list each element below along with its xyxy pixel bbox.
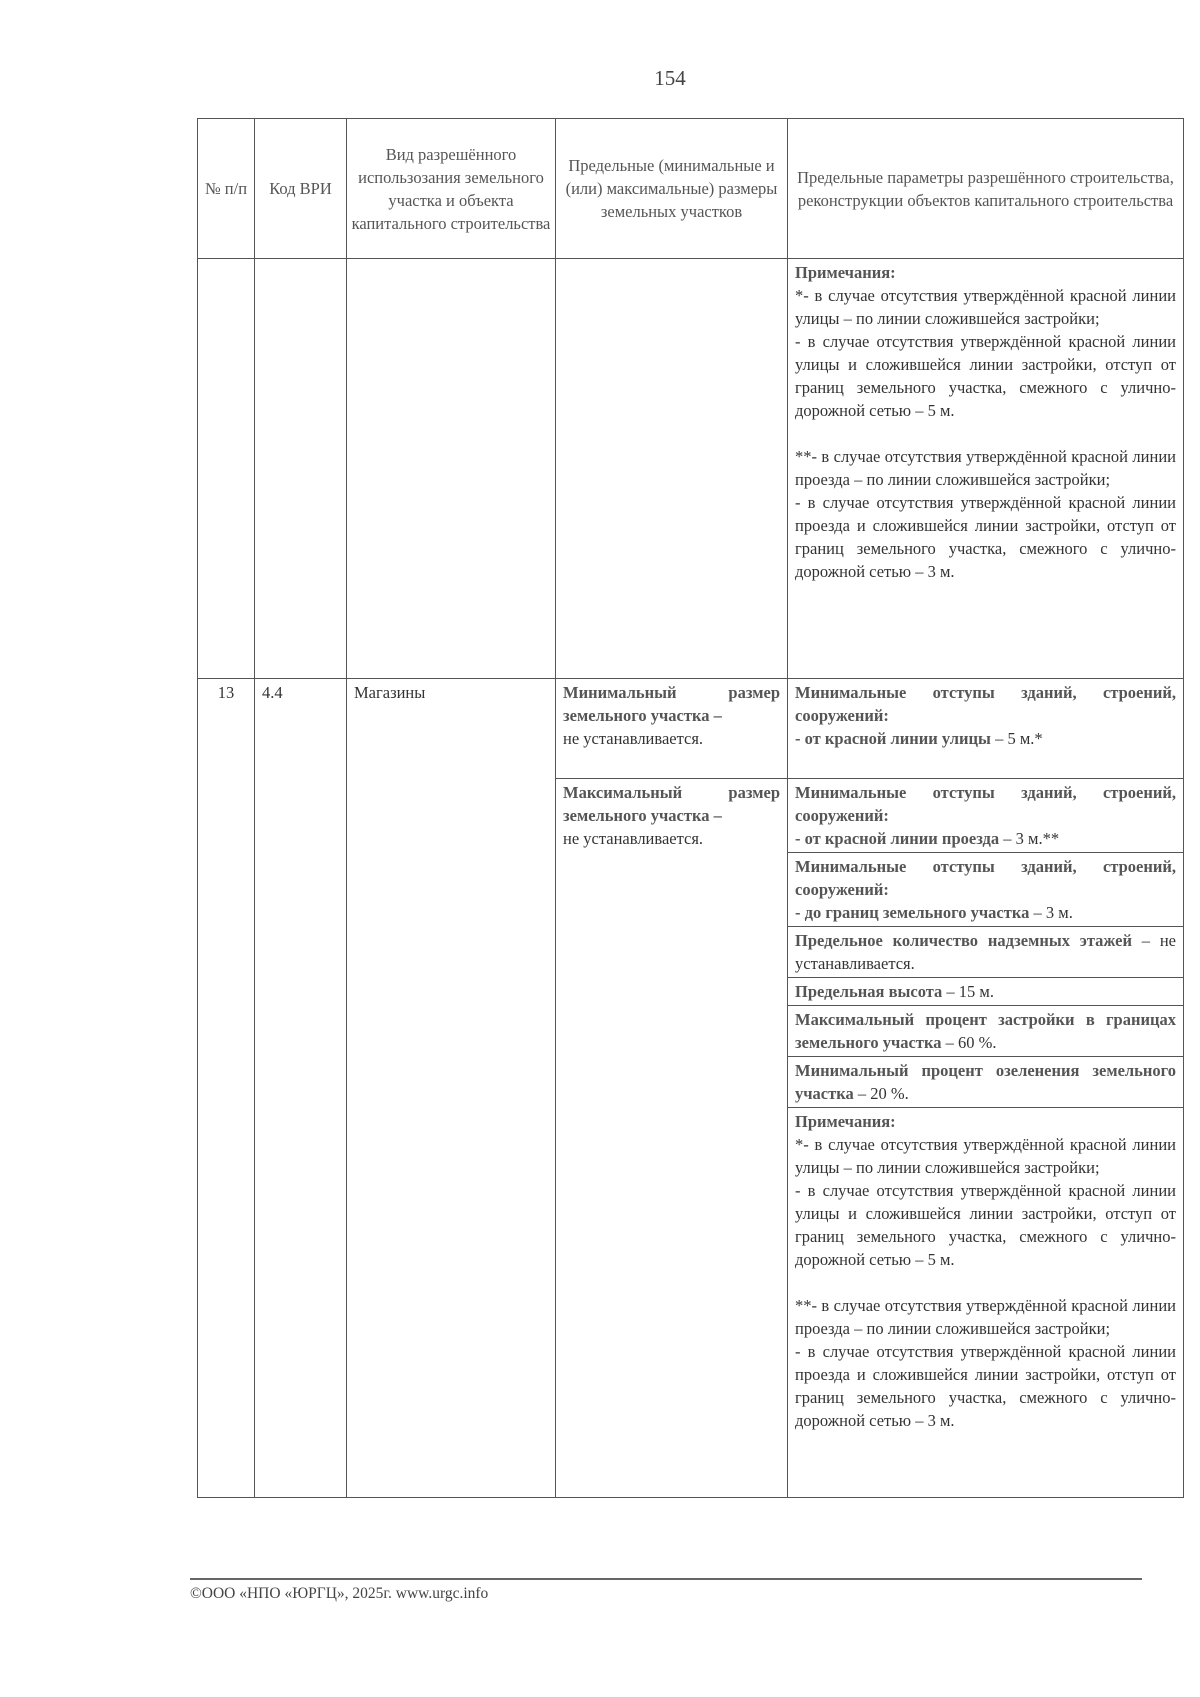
header-code: Код ВРИ <box>255 119 347 259</box>
param-floors: Предельное количество надземных этажей – не устанавливается. <box>788 927 1183 978</box>
notes-title: Примечания: <box>795 263 896 282</box>
max-plot-size: Максимальный размер земельного участка – не устанавливается. <box>556 779 788 1498</box>
param-building-coverage: Максимальный процент застройки в границах земельного участка – 60 %. <box>788 1006 1183 1057</box>
param-plot-boundary: Минимальные отступы зданий, строений, сооружений: - до границ земельного участка – 3 м. <box>788 853 1183 927</box>
table-row-13 <box>198 679 1184 779</box>
note-text: **- в случае отсутствия утверждённой красной линии проезда – по линии сложившейся застройки; <box>795 1296 1176 1338</box>
param-notes <box>788 1108 1183 1435</box>
row-code: 4.4 <box>255 679 347 1498</box>
note-text: - в случае отсутствия утверждённой красной линии улицы и сложившейся линии застройки, отступ от границ земельного участка, смежного с улично-дорожной сетью – 5 м. <box>795 1181 1176 1269</box>
param-greenery: Минимальный процент озеленения земельного участка – 20 %. <box>788 1057 1183 1108</box>
header-number: № п/п <box>198 119 255 259</box>
row-number: 13 <box>198 679 255 1498</box>
row-use-name: Магазины <box>347 679 556 1498</box>
footer-copyright: ©ООО «НПО «ЮРГЦ», 2025г. www.urgc.info <box>190 1585 489 1602</box>
notes-cell <box>788 259 1184 679</box>
table-header-row <box>198 119 1184 259</box>
note-text: - в случае отсутствия утверждённой красной линии проезда и сложившейся линии застройки, отступ от границ земельного участка, смежного с улично-дорожной сетью – 3 м. <box>795 493 1176 581</box>
footer-divider <box>190 1578 1142 1580</box>
page-number: 154 <box>654 66 686 90</box>
note-text: *- в случае отсутствия утверждённой красной линии улицы – по линии сложившейся застройки; <box>795 286 1176 328</box>
regulations-table <box>197 118 1184 1498</box>
note-text: *- в случае отсутствия утверждённой красной линии улицы – по линии сложившейся застройки; <box>795 1135 1176 1177</box>
parameters-list <box>788 779 1184 1498</box>
table-row-continued <box>198 259 1184 679</box>
header-plot-size: Предельные (минимальные и (или) максимальные) размеры земельных участков <box>556 119 788 259</box>
param-red-line-street: Минимальные отступы зданий, строений, сооружений: - от красной линии улицы – 5 м.* <box>788 679 1184 779</box>
note-text: - в случае отсутствия утверждённой красной линии улицы и сложившейся линии застройки, отступ от границ земельного участка, смежного с улично-дорожной сетью – 5 м. <box>795 332 1176 420</box>
notes-title: Примечания: <box>795 1112 896 1131</box>
param-red-line-driveway: Минимальные отступы зданий, строений, сооружений: - от красной линии проезда – 3 м.** <box>788 779 1183 853</box>
min-plot-size: Минимальный размер земельного участка – не устанавливается. <box>556 679 788 779</box>
param-height: Предельная высота – 15 м. <box>788 978 1183 1006</box>
note-text: - в случае отсутствия утверждённой красной линии проезда и сложившейся линии застройки, отступ от границ земельного участка, смежного с улично-дорожной сетью – 3 м. <box>795 1342 1176 1430</box>
header-use-type: Вид разрешённого использозания земельного участка и объекта капитального строительства <box>347 119 556 259</box>
header-parameters: Предельные параметры разрешённого строительства, реконструкции объектов капитального строительства <box>788 119 1184 259</box>
note-text: **- в случае отсутствия утверждённой красной линии проезда – по линии сложившейся застройки; <box>795 447 1176 489</box>
